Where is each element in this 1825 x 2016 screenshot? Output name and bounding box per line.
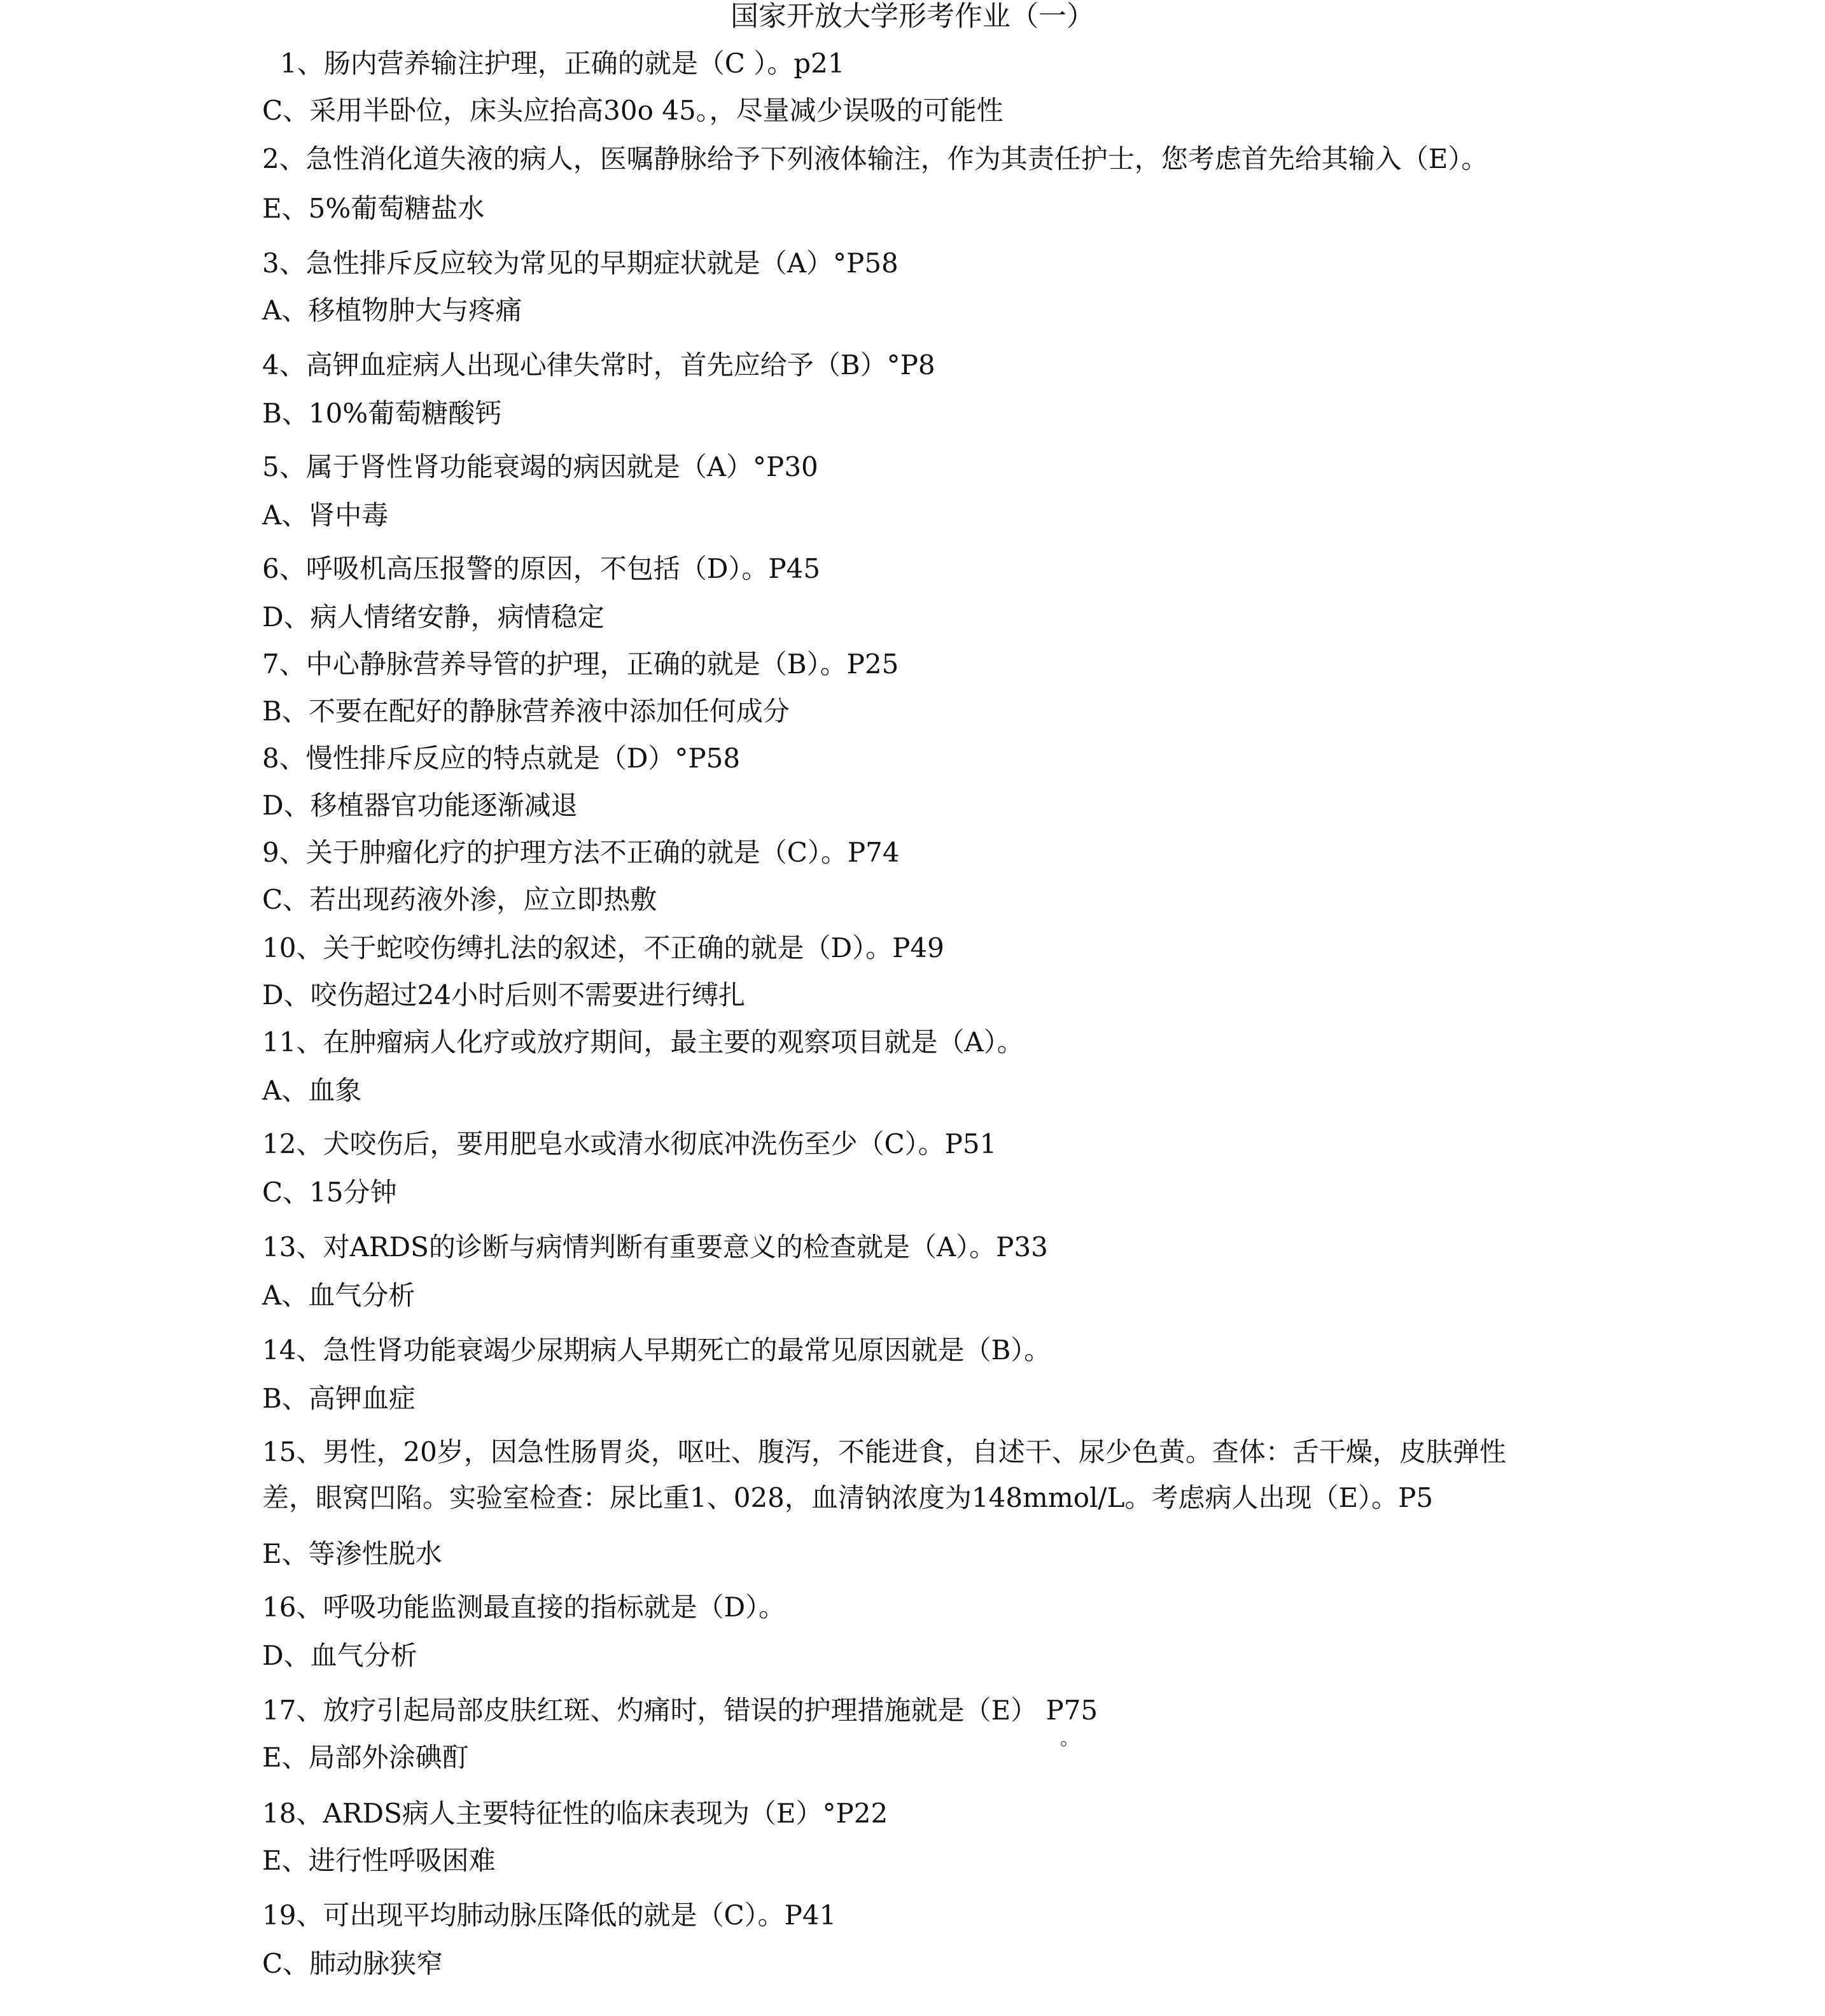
question-2: 2、急性消化道失液的病人，医嘱静脉给予下列液体输注，作为其责任护士，您考虑首先给其输入（E）。 [262,143,1488,174]
answer-3: A、移植物肿大与疼痛 [262,295,522,326]
question-18: 18、ARDS病人主要特征性的临床表现为（E）°P22 [262,1798,888,1829]
question-6: 6、呼吸机高压报警的原因，不包括（D）。P45 [262,553,821,584]
answer-14: B、高钾血症 [262,1383,416,1414]
question-14: 14、急性肾功能衰竭少尿期病人早期死亡的最常见原因就是（B）。 [262,1334,1051,1366]
question-13: 13、对ARDS的诊断与病情判断有重要意义的检查就是（A）。P33 [262,1231,1048,1263]
question-10: 10、关于蛇咬伤缚扎法的叙述，不正确的就是（D）。P49 [262,932,944,963]
question-19: 19、可出现平均肺动脉压降低的就是（C）。P41 [262,1900,837,1931]
answer-16: D、血气分析 [262,1640,417,1671]
answer-11: A、血象 [262,1075,362,1106]
answer-1: C、采用半卧位，床头应抬高30o 45。，尽量减少误吸的可能性 [262,95,1003,126]
question-1: 1、肠内营养输注护理，正确的就是（C ）。p21 [280,48,845,79]
question-15-line-1: 15、男性，20岁，因急性肠胃炎，呕吐、腹泻，不能进食，自述干、尿少色黄。查体：舌干燥，皮肤弹性 [262,1436,1506,1467]
answer-10: D、咬伤超过24小时后则不需要进行缚扎 [262,979,746,1011]
question-3: 3、急性排斥反应较为常见的早期症状就是（A）°P58 [262,248,899,279]
answer-13: A、血气分析 [262,1280,416,1311]
question-17: 17、放疗引起局部皮肤红斑、灼痛时，错误的护理措施就是（E） P75 [262,1695,1098,1726]
answer-4: B、10%葡萄糖酸钙 [262,398,502,429]
answer-15: E、等渗性脱水 [262,1538,442,1569]
answer-6: D、病人情绪安静，病情稳定 [262,601,605,633]
question-15-line-2: 差，眼窝凹陷。实验室检查：尿比重1、028，血清钠浓度为148mmol/L。考虑病人出现（E）。P5 [262,1482,1434,1513]
page-title: 国家开放大学形考作业（一） [731,0,1094,32]
answer-12: C、15分钟 [262,1177,397,1208]
answer-7: B、不要在配好的静脉营养液中添加任何成分 [262,696,790,727]
question-11: 11、在肿瘤病人化疗或放疗期间，最主要的观察项目就是（A）。 [262,1026,1024,1058]
question-9: 9、关于肿瘤化疗的护理方法不正确的就是（C）。P74 [262,837,900,868]
question-5: 5、属于肾性肾功能衰竭的病因就是（A）°P30 [262,451,818,482]
answer-19: C、肺动脉狭窄 [262,1948,444,1979]
answer-9: C、若出现药液外渗，应立即热敷 [262,884,657,915]
answer-8: D、移植器官功能逐渐减退 [262,790,578,821]
question-8: 8、慢性排斥反应的特点就是（D）°P58 [262,743,741,774]
answer-2: E、5%葡萄糖盐水 [262,193,485,224]
question-7: 7、中心静脉营养导管的护理，正确的就是（B）。P25 [262,648,899,680]
question-12: 12、犬咬伤后，要用肥皂水或清水彻底冲洗伤至少（C）。P51 [262,1128,997,1159]
answer-18: E、进行性呼吸困难 [262,1845,496,1876]
question-17-mark: 。 [1060,1728,1079,1750]
answer-17: E、局部外涂碘酊 [262,1742,469,1773]
question-16: 16、呼吸功能监测最直接的指标就是（D）。 [262,1592,786,1623]
answer-5: A、肾中毒 [262,500,389,531]
question-4: 4、高钾血症病人出现心律失常时，首先应给予（B）°P8 [262,349,935,381]
